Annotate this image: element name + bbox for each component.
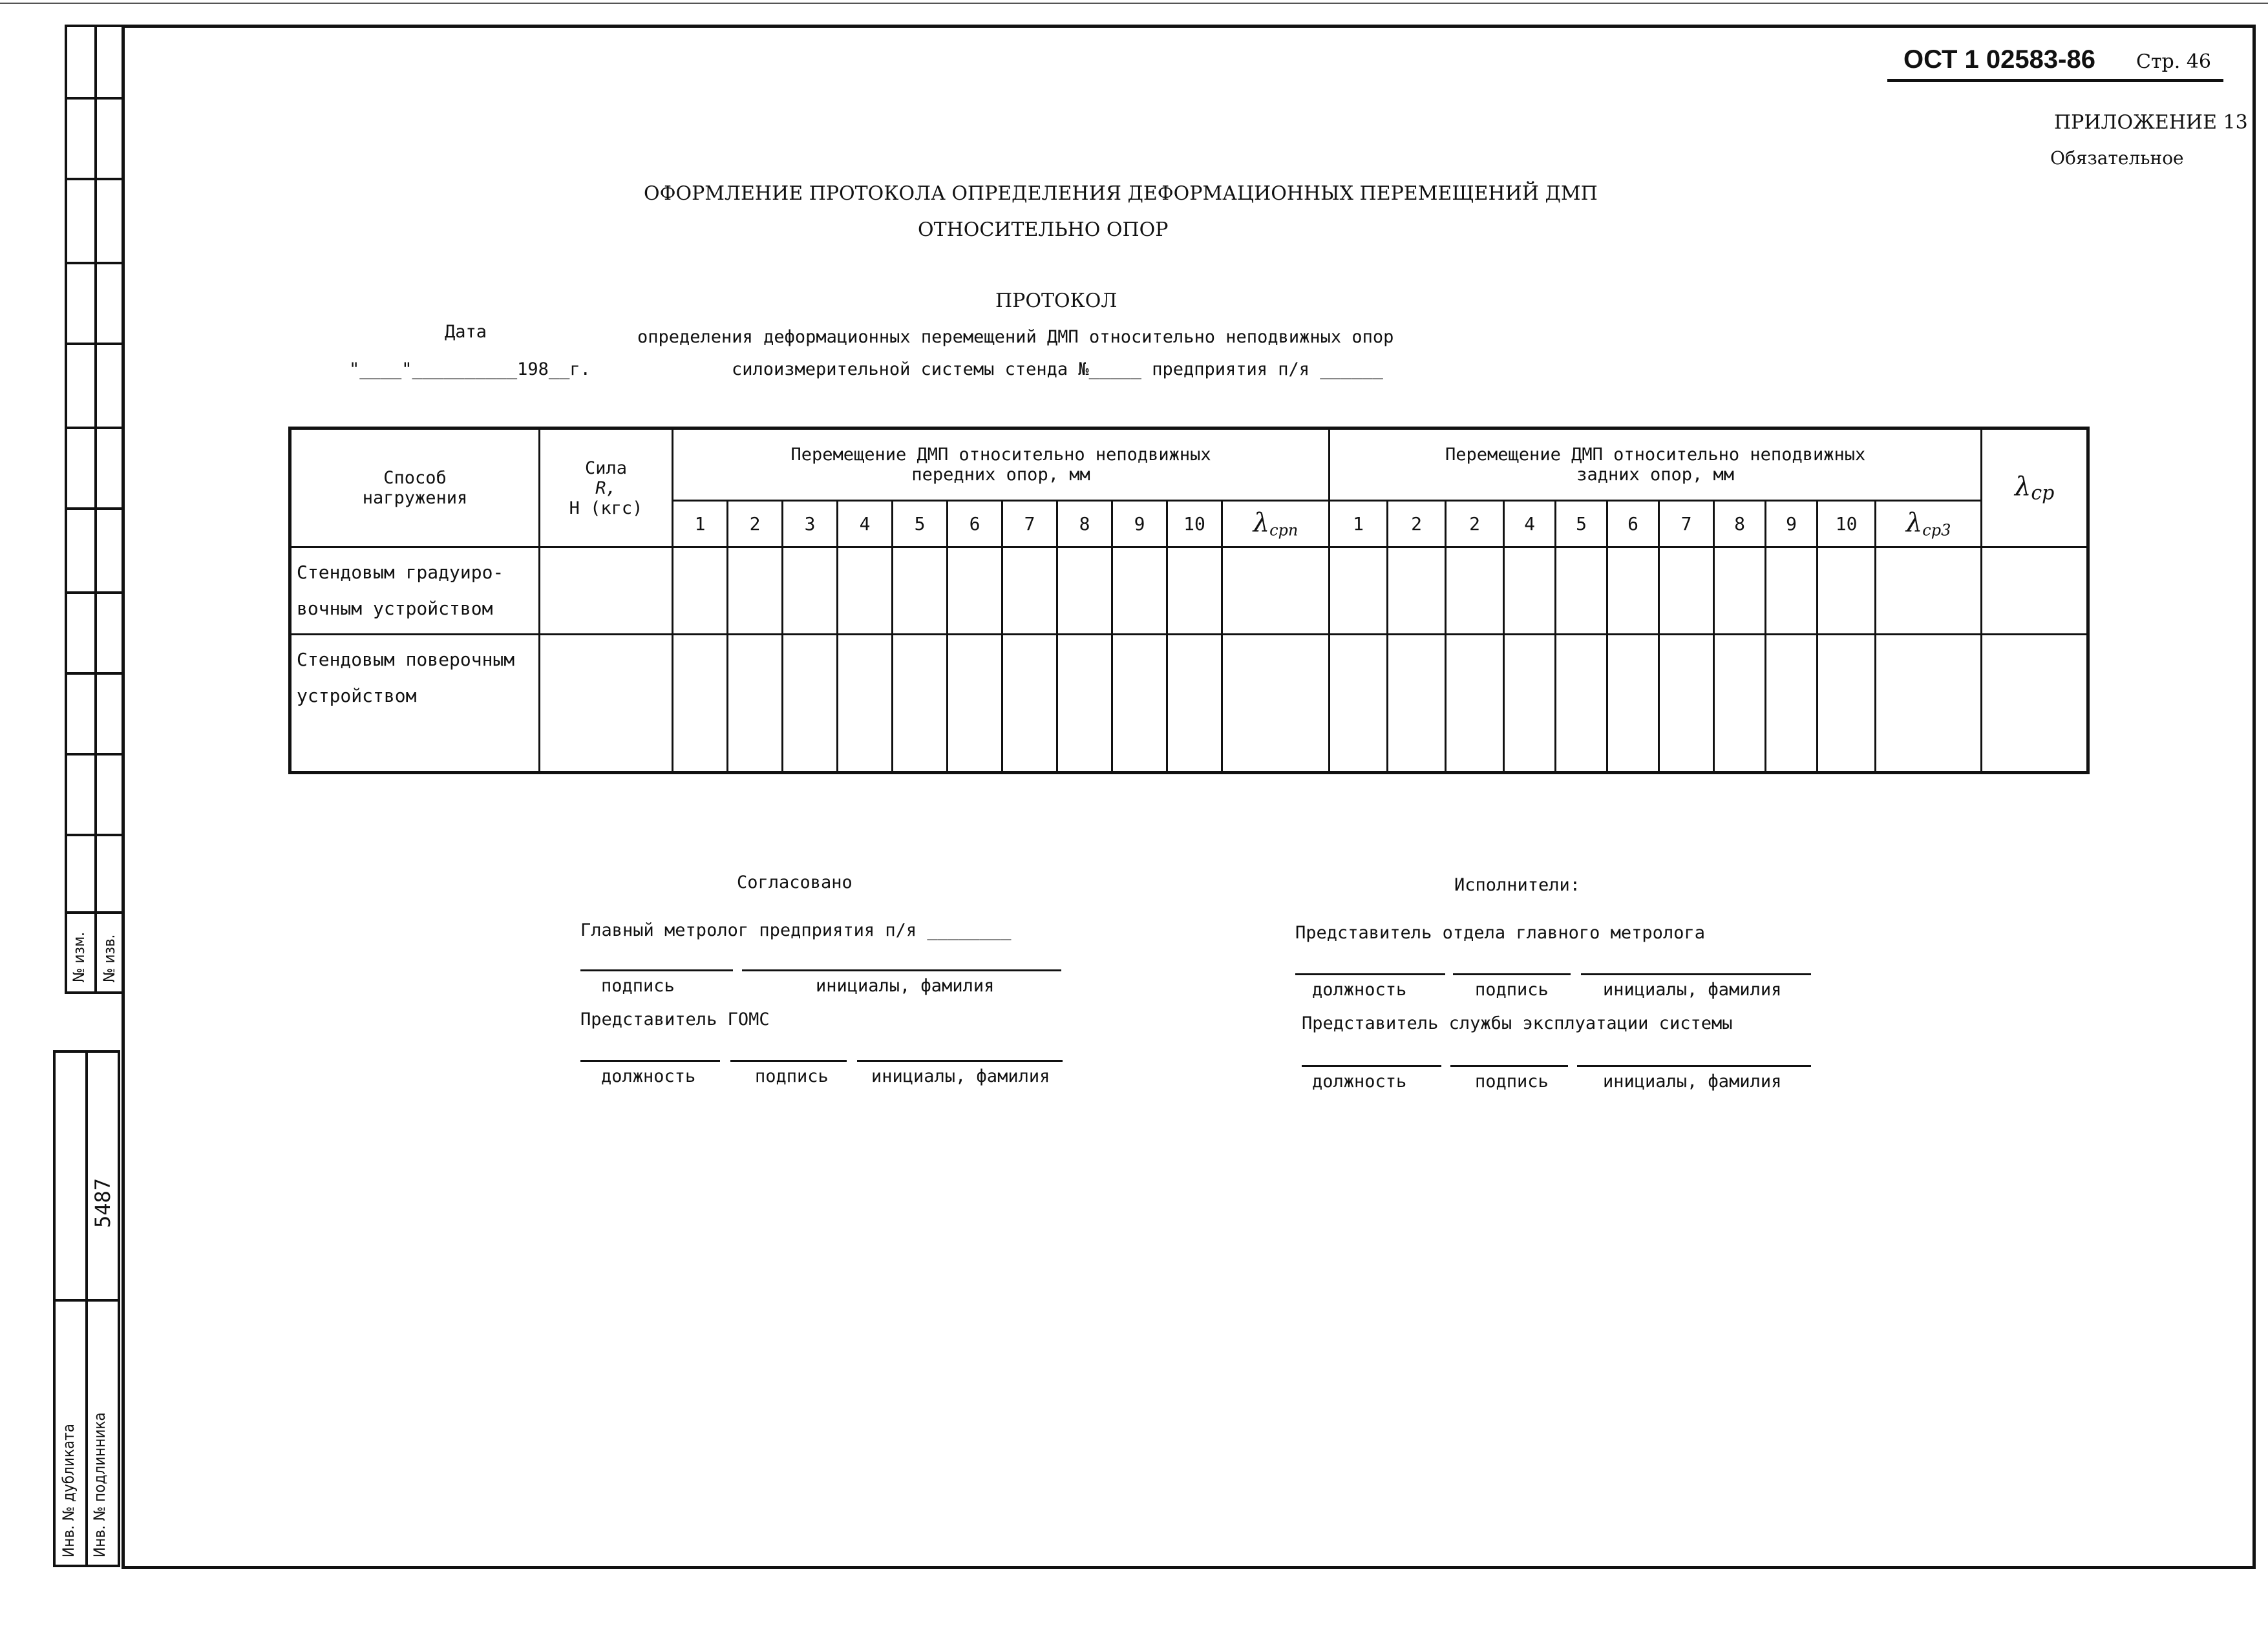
strip-divider (65, 591, 123, 594)
gomc-representative: Представитель ГОМС (580, 1009, 770, 1030)
lambda-front-header: $\lambda_{срп}$ (1222, 501, 1330, 547)
initials-caption: инициалы, фамилия (871, 1066, 1050, 1086)
empty-cell[interactable] (838, 547, 893, 635)
position-line (580, 1060, 720, 1062)
empty-cell[interactable] (1057, 547, 1112, 635)
rear-supports-group-header: Перемещение ДМП относительно неподвижных задних опор, мм (1330, 428, 1982, 501)
position-caption: должность (1312, 980, 1407, 1000)
empty-cell[interactable] (1607, 635, 1659, 773)
document-number: ОСТ 1 02583-86 (1903, 45, 2095, 74)
empty-cell[interactable] (1818, 547, 1876, 635)
strip-divider (65, 97, 123, 100)
empty-cell[interactable] (1446, 547, 1504, 635)
position-line (1302, 1065, 1441, 1067)
position-caption: должность (601, 1066, 696, 1086)
force-column-header (540, 428, 673, 547)
empty-cell[interactable] (1112, 635, 1167, 773)
notice-number-label: № изв. (100, 934, 118, 982)
inv-duplicate-label: Инв. № дубликата (59, 1424, 78, 1558)
protocol-heading: ПРОТОКОЛ (995, 290, 1118, 312)
rear-col-2: 2 (1388, 501, 1446, 547)
signature-line (580, 969, 733, 971)
performers-heading: Исполнители: (1454, 875, 1581, 895)
empty-cell[interactable] (1766, 547, 1818, 635)
strip-divider (65, 262, 123, 264)
rear-col-4: 4 (1504, 501, 1556, 547)
rear-col-10: 10 (1818, 501, 1876, 547)
empty-cell[interactable] (1388, 547, 1446, 635)
empty-cell[interactable] (673, 547, 728, 635)
empty-cell[interactable] (1504, 635, 1556, 773)
protocol-table (288, 427, 2090, 774)
empty-cell[interactable] (1876, 635, 1982, 773)
empty-cell[interactable] (540, 635, 673, 773)
force-label: Сила (584, 458, 628, 478)
method-column-header: Способ нагружения (290, 428, 540, 547)
front-col-1: 1 (673, 501, 728, 547)
front-col-3: 3 (783, 501, 838, 547)
signature-line (1453, 973, 1571, 975)
empty-cell[interactable] (1556, 635, 1607, 773)
empty-cell[interactable] (1766, 635, 1818, 773)
rear-col-6: 6 (1607, 501, 1659, 547)
appendix-status: Обязательное (2050, 147, 2184, 169)
lambda-rear-header: $\lambda_{ср3}$ (1876, 501, 1982, 547)
front-col-9: 9 (1112, 501, 1167, 547)
empty-cell[interactable] (540, 547, 673, 635)
empty-cell[interactable] (1659, 635, 1714, 773)
empty-cell[interactable] (1659, 547, 1714, 635)
top-trace (0, 3, 2268, 4)
inventory-divider (53, 1299, 120, 1302)
empty-cell[interactable] (1982, 635, 2088, 773)
front-col-10: 10 (1167, 501, 1222, 547)
empty-cell[interactable] (1982, 547, 2088, 635)
page-frame (122, 25, 2256, 1569)
rear-col-9: 9 (1766, 501, 1818, 547)
signature-line (1450, 1065, 1568, 1067)
empty-cell[interactable] (1607, 547, 1659, 635)
appendix-number: ПРИЛОЖЕНИЕ 13 (2054, 111, 2248, 134)
empty-cell[interactable] (948, 547, 1002, 635)
initials-caption: инициалы, фамилия (1603, 980, 1782, 1000)
rear-col-5: 5 (1556, 501, 1607, 547)
empty-cell[interactable] (893, 635, 948, 773)
document-title-line1: ОФОРМЛЕНИЕ ПРОТОКОЛА ОПРЕДЕЛЕНИЯ ДЕФОРМАЦИОННЫХ ПЕРЕМЕЩЕНИЙ ДМП (644, 182, 1598, 205)
strip-divider (65, 427, 123, 429)
empty-cell[interactable] (948, 635, 1002, 773)
empty-cell[interactable] (838, 635, 893, 773)
strip-divider (65, 178, 123, 180)
empty-cell[interactable] (783, 547, 838, 635)
force-unit: Н (кгс) (569, 498, 643, 518)
inv-original-label: Инв. № подлинника (90, 1412, 109, 1558)
force-symbol: R, (595, 478, 617, 498)
strip-divider (65, 672, 123, 675)
empty-cell[interactable] (673, 635, 728, 773)
rear-col-1: 1 (1330, 501, 1388, 547)
empty-cell[interactable] (1818, 635, 1876, 773)
empty-cell[interactable] (728, 635, 783, 773)
front-supports-group-header: Перемещение ДМП относительно неподвижных передних опор, мм (673, 428, 1330, 501)
rear-col-7: 7 (1659, 501, 1714, 547)
table-row (290, 635, 2088, 773)
front-col-5: 5 (893, 501, 948, 547)
signature-caption: подпись (1475, 980, 1549, 1000)
front-col-8: 8 (1057, 501, 1112, 547)
protocol-subtitle-line2: силоизмерительной системы стенда №_____ предприятия п/я ______ (732, 359, 1383, 379)
empty-cell[interactable] (1330, 547, 1388, 635)
empty-cell[interactable] (1388, 635, 1446, 773)
row-label-verification: Стендовым поверочным устройством (290, 635, 540, 773)
protocol-subtitle-line1: определения деформационных перемещений ДМП относительно неподвижных опор (637, 327, 1394, 347)
initials-line (1577, 1065, 1811, 1067)
initials-caption: инициалы, фамилия (816, 976, 995, 996)
empty-cell[interactable] (1002, 635, 1057, 773)
empty-cell[interactable] (1222, 547, 1330, 635)
empty-cell[interactable] (1002, 547, 1057, 635)
empty-cell[interactable] (1556, 547, 1607, 635)
strip-divider (65, 753, 123, 755)
rear-col-3: 2 (1446, 501, 1504, 547)
front-col-2: 2 (728, 501, 783, 547)
empty-cell[interactable] (1167, 635, 1222, 773)
empty-cell[interactable] (1446, 635, 1504, 773)
initials-caption: инициалы, фамилия (1603, 1072, 1782, 1092)
empty-cell[interactable] (1504, 547, 1556, 635)
operation-service-representative: Представитель службы эксплуатации системы (1302, 1013, 1733, 1033)
metrology-department-representative: Представитель отдела главного метролога (1295, 923, 1705, 943)
page-number: Стр. 46 (2136, 50, 2212, 73)
signature-line (730, 1060, 847, 1062)
front-col-4: 4 (838, 501, 893, 547)
empty-cell[interactable] (783, 635, 838, 773)
agreed-heading: Согласовано (737, 872, 853, 893)
chief-metrologist-line: Главный метролог предприятия п/я ________ (580, 920, 1012, 940)
position-caption: должность (1312, 1072, 1407, 1092)
lambda-average-header: $\lambda_{ср}$ (1982, 428, 2088, 547)
signature-caption: подпись (755, 1066, 829, 1086)
empty-cell[interactable] (893, 547, 948, 635)
rear-col-8: 8 (1714, 501, 1766, 547)
inventory-divider (85, 1050, 88, 1567)
position-line (1295, 973, 1445, 975)
empty-cell[interactable] (1112, 547, 1167, 635)
front-col-7: 7 (1002, 501, 1057, 547)
empty-cell[interactable] (1714, 547, 1766, 635)
empty-cell[interactable] (1167, 547, 1222, 635)
initials-line (857, 1060, 1063, 1062)
date-label: Дата (445, 322, 487, 342)
header-underline (1887, 79, 2223, 82)
empty-cell[interactable] (1876, 547, 1982, 635)
initials-line (1581, 973, 1811, 975)
strip-divider (65, 834, 123, 836)
date-fill-line: "____"__________198__г. (349, 359, 591, 379)
signature-caption: подпись (601, 976, 675, 996)
empty-cell[interactable] (1714, 635, 1766, 773)
empty-cell[interactable] (1222, 635, 1330, 773)
front-col-6: 6 (948, 501, 1002, 547)
initials-line (742, 969, 1061, 971)
strip-divider (65, 911, 123, 914)
strip-divider (65, 343, 123, 345)
change-number-label: № изм. (70, 932, 88, 982)
row-label-calibration: Стендовым градуиро- вочным устройством (290, 547, 540, 635)
table-row (290, 547, 2088, 635)
empty-cell[interactable] (1330, 635, 1388, 773)
signature-caption: подпись (1475, 1072, 1549, 1092)
document-title-line2: ОТНОСИТЕЛЬНО ОПОР (918, 218, 1169, 241)
empty-cell[interactable] (728, 547, 783, 635)
inventory-number: 5487 (90, 1178, 115, 1228)
empty-cell[interactable] (1057, 635, 1112, 773)
strip-divider (65, 507, 123, 510)
